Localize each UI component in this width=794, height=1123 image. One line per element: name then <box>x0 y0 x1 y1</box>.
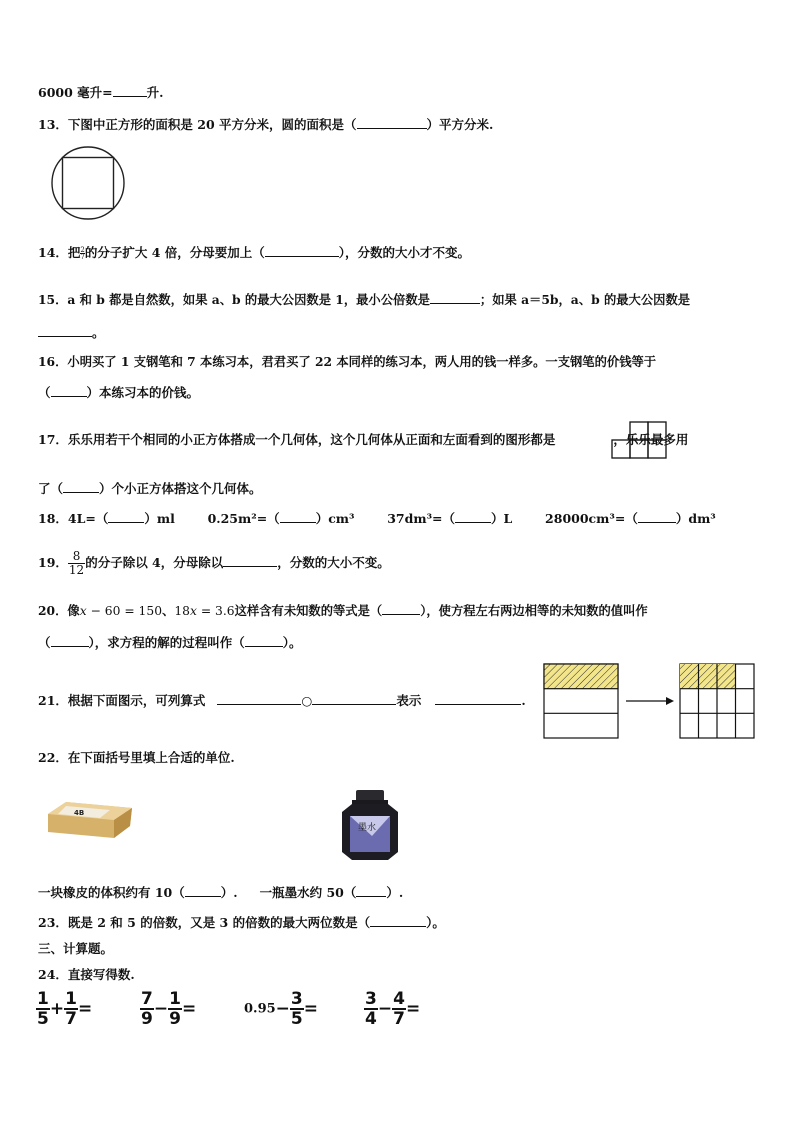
calc4-eq: = <box>405 999 421 1019</box>
q20-label: 20．像 <box>38 603 80 618</box>
calc2-b-den: 9 <box>169 1009 181 1029</box>
q22-title: 22．在下面括号里填上合适的单位. <box>38 750 235 765</box>
calc3-op: − <box>275 999 290 1019</box>
q20-blank-1[interactable] <box>382 602 420 615</box>
q17-line2-a: 了（ <box>38 481 64 496</box>
question-22 <box>38 750 235 766</box>
q18-part1-unit: ）ml <box>144 511 175 526</box>
question-17 <box>38 432 688 448</box>
q18-part1: 18．4L=（ <box>38 511 109 526</box>
q14-frac-den: 7 <box>80 253 85 261</box>
q22-blank-2[interactable] <box>356 884 386 897</box>
q20-eq2-var: x <box>190 604 197 618</box>
q15-text-b: ；如果 a＝5b，a、b 的最大公因数是 <box>479 292 691 307</box>
q19-label: 19． <box>38 555 68 570</box>
calc-item-1 <box>36 990 92 1028</box>
ink-label: 墨水 <box>358 823 377 833</box>
calc1-a-num: 1 <box>37 989 49 1009</box>
q15-blank-1[interactable] <box>430 291 480 304</box>
q18-blank-1[interactable] <box>108 510 144 523</box>
q14-text-a: 14．把 <box>38 245 81 260</box>
q20-text-a: 这样含有未知数的等式是（ <box>234 603 383 618</box>
q19-answer-blank[interactable] <box>223 554 277 567</box>
calc1-b-num: 1 <box>65 989 77 1009</box>
q16-answer-blank[interactable] <box>51 384 87 397</box>
q19-text-a: 的分子除以 4，分母除以 <box>85 555 224 570</box>
section-3-title <box>38 941 113 957</box>
q21-text-a: 21．根据下面图示，可列算式 <box>38 693 206 708</box>
q17-answer-blank[interactable] <box>63 480 99 493</box>
calc4-b-den: 7 <box>393 1009 405 1029</box>
calc3-frac-b <box>290 990 304 1028</box>
eraser-image <box>44 796 136 842</box>
calc-item-2 <box>140 990 196 1028</box>
calc1-a-den: 5 <box>37 1009 49 1029</box>
calc1-b-den: 7 <box>65 1009 77 1029</box>
question-12 <box>38 84 163 101</box>
calc2-frac-a <box>140 990 154 1028</box>
q13-text-b: ）平方分米. <box>426 117 494 132</box>
q14-text-b: 的分子扩大 4 倍，分母要加上（ <box>84 245 265 260</box>
q20-eq2-coef: 18 <box>174 604 190 618</box>
q19-text-b: ，分数的大小不变。 <box>277 555 390 570</box>
q20-line2-c: ）。 <box>282 635 302 650</box>
q20-eq1-rest: − 60 = 150 <box>86 604 163 618</box>
calc4-a-num: 3 <box>365 989 377 1009</box>
cube-view-figure <box>611 420 671 460</box>
calc4-op: − <box>377 999 393 1019</box>
calc4-frac-b <box>392 990 406 1028</box>
calc3-eq: = <box>303 999 319 1019</box>
q20-text-b: ），使方程左右两边相等的未知数的值叫作 <box>420 603 648 618</box>
question-24 <box>38 967 135 983</box>
calc4-a-den: 4 <box>365 1009 377 1029</box>
q20-line2-b: ），求方程的解的过程叫作（ <box>88 635 245 650</box>
q18-part4-unit: ）dm³ <box>675 511 716 526</box>
calc3-b-den: 5 <box>290 1009 303 1029</box>
question-16 <box>38 354 656 370</box>
q19-frac-den: 12 <box>68 563 85 577</box>
question-16-line2 <box>38 384 199 401</box>
question-15-cont <box>38 324 105 341</box>
q20-blank-2[interactable] <box>51 634 89 647</box>
q21-text-c: . <box>521 693 526 708</box>
calc1-op: + <box>49 999 65 1019</box>
q16-line2-b: ）本练习本的价钱。 <box>86 385 200 400</box>
q14-frac-num: 2 <box>80 246 85 254</box>
q17-line1-a: 17．乐乐用若干个相同的小正方体搭成一个几何体，这个几何体从正面和左面看到的图形都是 <box>38 432 556 447</box>
calc2-b-num: 1 <box>169 989 181 1009</box>
q18-part2: 0.25m²=（ <box>207 511 280 526</box>
q13-answer-blank[interactable] <box>357 116 427 129</box>
calc2-op: − <box>153 999 169 1019</box>
q22-blank-1[interactable] <box>185 884 221 897</box>
question-21 <box>38 692 526 709</box>
q17-line1-b: ，乐乐最多用 <box>613 432 689 447</box>
q18-blank-3[interactable] <box>455 510 491 523</box>
q20-blank-3[interactable] <box>245 634 283 647</box>
calc2-frac-b <box>168 990 182 1028</box>
q13-text-a: 13．下图中正方形的面积是 20 平方分米，圆的面积是（ <box>38 117 357 132</box>
question-20 <box>38 602 648 619</box>
q18-part3-unit: ）L <box>491 511 513 526</box>
question-14 <box>38 244 470 261</box>
section-3-heading: 三、计算题。 <box>38 941 114 956</box>
calc2-a-num: 7 <box>141 989 153 1009</box>
q19-fraction <box>68 550 85 577</box>
q23-answer-blank[interactable] <box>370 914 426 927</box>
q18-part2-unit: ）cm³ <box>315 511 355 526</box>
q12-answer-blank[interactable] <box>113 84 147 97</box>
q21-text-b: 表示 <box>396 693 422 708</box>
fraction-diagram <box>540 660 760 742</box>
q15-text-a: 15．a 和 b 都是自然数，如果 a、b 的最大公因数是 1，最小公倍数是 <box>38 292 430 307</box>
q22-line-d: ）. <box>386 885 404 900</box>
calc2-a-den: 9 <box>141 1009 153 1029</box>
q24-title: 24．直接写得数. <box>38 967 135 982</box>
question-15 <box>38 291 690 308</box>
question-22-answers <box>38 884 403 901</box>
q23-text-b: ）。 <box>426 915 445 930</box>
calc3-prefix: 0.95 <box>244 1001 276 1017</box>
calc2-eq: = <box>181 999 197 1019</box>
question-13 <box>38 116 493 133</box>
q22-line-c: 一瓶墨水约 50（ <box>259 885 357 900</box>
q18-part3: 37dm³=（ <box>387 511 456 526</box>
q22-line-b: ）. <box>220 885 238 900</box>
circle-square-figure <box>48 143 128 223</box>
q15-text-c: 。 <box>92 325 105 340</box>
calc-item-3 <box>244 990 318 1028</box>
q23-text-a: 23．既是 2 和 5 的倍数，又是 3 的倍数的最大两位数是（ <box>38 915 371 930</box>
q15-blank-2[interactable] <box>38 324 92 337</box>
q16-line2-a: （ <box>38 385 51 400</box>
q20-eq2-rest: = 3.6 <box>196 604 235 618</box>
question-17-line2 <box>38 480 262 497</box>
q17-line2-b: ）个小正方体搭这个几何体。 <box>99 481 262 496</box>
calc4-b-num: 4 <box>393 989 405 1009</box>
question-23 <box>38 914 445 931</box>
q19-frac-num: 8 <box>68 550 85 564</box>
q18-blank-2[interactable] <box>280 510 316 523</box>
q18-part4: 28000cm³=（ <box>545 511 638 526</box>
q18-blank-4[interactable] <box>638 510 676 523</box>
calc1-frac-a <box>36 990 50 1028</box>
q12-text-a: 6000 毫升= <box>38 85 113 100</box>
eraser-label: 4B <box>74 809 85 817</box>
q21-blank-1[interactable] <box>217 692 301 705</box>
q14-text-c: ），分数的大小才不变。 <box>338 245 471 260</box>
q14-answer-blank[interactable] <box>265 244 339 257</box>
question-20-line2 <box>38 634 302 651</box>
q20-line2-a: （ <box>38 635 51 650</box>
calc4-frac-a <box>364 990 378 1028</box>
calc1-frac-b <box>64 990 78 1028</box>
q20-eq1-var: x <box>79 604 87 618</box>
q20-sep: 、 <box>162 603 175 618</box>
q21-blank-3[interactable] <box>435 692 521 705</box>
ink-bottle-image <box>332 786 408 862</box>
q16-line1: 16．小明买了 1 支钢笔和 7 本练习本，君君买了 22 本同样的练习本，两人用的钱一样多。一支钢笔的价钱等于 <box>38 354 657 369</box>
question-19 <box>38 548 390 578</box>
question-18 <box>38 510 716 527</box>
calc3-b-num: 3 <box>290 989 303 1009</box>
q21-operator: ○ <box>301 693 313 708</box>
calc1-eq: = <box>77 999 93 1019</box>
q21-blank-2[interactable] <box>312 692 396 705</box>
calc-item-4 <box>364 990 420 1028</box>
q22-line-a: 一块橡皮的体积约有 10（ <box>38 885 185 900</box>
q12-text-b: 升. <box>146 85 164 100</box>
